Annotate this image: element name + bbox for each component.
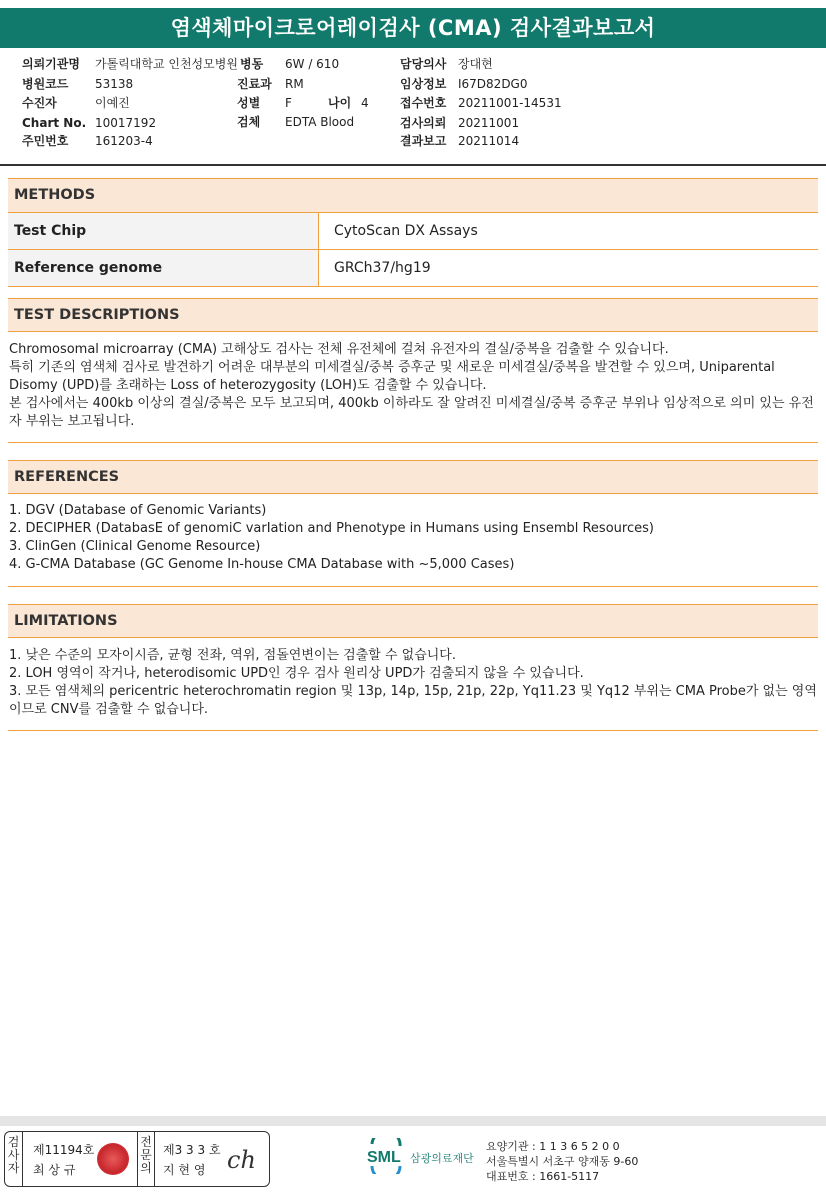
org-info [486, 1139, 638, 1184]
list-item: 3. ClinGen (Clinical Genome Resource) [9, 539, 261, 554]
test-chip-key: Test Chip [8, 213, 319, 250]
exam-info-value: I67D82DG0 [458, 77, 528, 91]
methods-heading: METHODS [8, 179, 818, 212]
divider [8, 730, 818, 731]
logo-text: SML [367, 1149, 401, 1166]
age-label: 나이 [328, 96, 352, 110]
reception-label: 접수번호 [400, 96, 447, 110]
org-name: 삼광의료재단 [410, 1152, 474, 1165]
chart-value: 10017192 [95, 116, 157, 130]
table-row [8, 213, 818, 250]
list-item: 2. LOH 영역이 작거나, heterodisomic UPD인 경우 검사 원리상 UPD가 검출되지 않을 수 있습니다. [9, 666, 584, 681]
specialist-license: 제3 3 3 호 [163, 1143, 221, 1157]
org-address: 서울특별시 서초구 양재동 9-60 [486, 1155, 639, 1168]
list-item: 1. DGV (Database of Genomic Variants) [9, 503, 267, 518]
org-code: 요양기관 : 1 1 3 6 5 2 0 0 [486, 1140, 620, 1153]
list-item: 1. 낮은 수준의 모자이시즘, 균형 전좌, 역위, 점돌연변이는 검출할 수 없습니다. [9, 648, 456, 663]
footer-band [0, 1116, 826, 1126]
resident-label: 주민번호 [22, 134, 69, 148]
reference-genome-key: Reference genome [8, 250, 319, 287]
description-paragraph: 본 검사에서는 400kb 이상의 결실/중복은 모두 보고되며, 400kb 이하라도 잘 알려진 미세결실/중복 증후군 부위나 임상적으로 의미 있는 유전자 부위는 보고됩니다. [9, 396, 814, 429]
description-paragraph: Chromosomal microarray (CMA) 고해상도 검사는 전체 유전체에 걸쳐 유전자의 결실/중복을 검출할 수 있습니다. [9, 342, 669, 357]
institution-value: 가톨릭대학교 인천성모병원 [95, 57, 238, 71]
resident-value: 161203-4 [95, 134, 153, 148]
divider [8, 442, 818, 443]
specialist-name: 지 현 영 [163, 1163, 206, 1177]
list-item: 2. DECIPHER (DatabasE of genomiC varIation and Phenotype in Humans using Ensembl Resources) [9, 521, 654, 536]
sml-logo-icon [366, 1138, 486, 1174]
dept-value: RM [285, 77, 304, 91]
org-phone: 대표번호 : 1661-5117 [486, 1170, 600, 1183]
age-value: 4 [361, 96, 369, 110]
examiner-license: 제11194호 [33, 1143, 95, 1157]
list-item: 3. 모든 염색체의 pericentric heterochromatin region 및 13p, 14p, 15p, 21p, 22p, Yq11.23 및 Yq12 부위는 CMA Probe가 없는 영역이므로 CNV를 검출할 수 없습니다. [9, 684, 817, 717]
report-header [0, 48, 826, 166]
institution-label: 의뢰기관명 [22, 57, 80, 71]
examiner-label: 검사자 [5, 1132, 23, 1186]
test-descriptions-heading: TEST DESCRIPTIONS [8, 299, 818, 332]
hospital-code-label: 병원코드 [22, 77, 69, 91]
ward-value: 6W / 610 [285, 57, 340, 71]
methods-table [8, 212, 818, 287]
test-descriptions-body [9, 341, 817, 431]
signature: ch [227, 1146, 256, 1174]
references-list [9, 502, 817, 574]
report-title: 염색체마이크로어레이검사 (CMA) 검사결과보고서 [0, 8, 826, 48]
report-date-label: 결과보고 [400, 134, 447, 148]
request-date-value: 20211001 [458, 116, 520, 130]
references-heading: REFERENCES [8, 461, 818, 494]
doctor-value: 장대현 [458, 57, 493, 71]
specimen-label: 검체 [237, 115, 261, 129]
request-date-label: 검사의뢰 [400, 116, 447, 130]
seal-stamp-icon [97, 1143, 129, 1175]
signature-box [4, 1131, 270, 1187]
patient-label: 수진자 [22, 96, 57, 110]
doctor-label: 담당의사 [400, 57, 447, 71]
description-paragraph: 특히 기존의 염색체 검사로 발견하기 어려운 대부분의 미세결실/중복 증후군 및 새로운 미세결실/중복을 발견할 수 있으며, Uniparental Disomy (UPD)를 초래하는 Loss of heterozygosity (LOH)도 검출할 수 있습니다. [9, 360, 775, 393]
examiner-name: 최 상 규 [33, 1163, 76, 1177]
sex-label: 성별 [237, 96, 261, 110]
limitations-heading: LIMITATIONS [8, 605, 818, 638]
list-item: 4. G-CMA Database (GC Genome In-house CMA Database with ~5,000 Cases) [9, 557, 515, 572]
sex-value: F [285, 96, 292, 110]
reception-value: 20211001-14531 [458, 96, 562, 110]
patient-value: 이예진 [95, 96, 130, 110]
ward-label: 병동 [240, 57, 264, 71]
hospital-code-value: 53138 [95, 77, 134, 91]
exam-info-label: 임상정보 [400, 77, 447, 91]
specialist-label: 전문의 [137, 1132, 155, 1186]
test-chip-value: CytoScan DX Assays [319, 213, 819, 250]
dept-label: 진료과 [237, 77, 272, 91]
report-date-value: 20211014 [458, 134, 520, 148]
table-row [8, 250, 818, 287]
specimen-value: EDTA Blood [285, 115, 355, 129]
divider [8, 586, 818, 587]
limitations-list [9, 647, 817, 719]
chart-label: Chart No. [22, 116, 87, 130]
reference-genome-value: GRCh37/hg19 [319, 250, 819, 287]
